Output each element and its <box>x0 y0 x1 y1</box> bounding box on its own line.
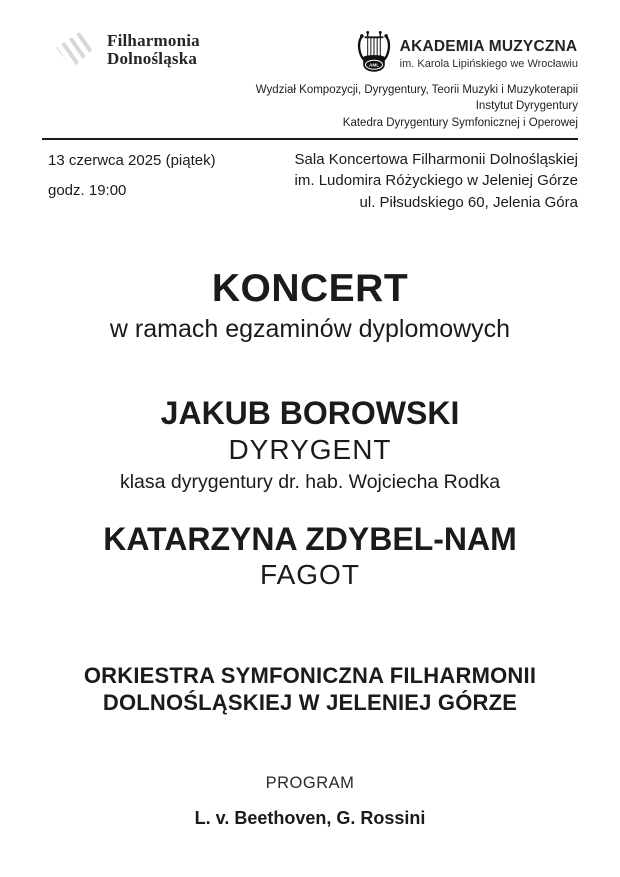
conductor-role: DYRYGENT <box>228 433 392 465</box>
program-composers: L. v. Beethoven, G. Rossini <box>194 808 426 829</box>
filharmonia-logo-line2: Dolnośląska <box>107 49 198 69</box>
concert-title: KONCERT <box>211 266 409 310</box>
event-date-block <box>48 149 216 203</box>
lyre-monogram-text: AML <box>368 62 379 68</box>
conductor-class-note: klasa dyrygentury dr. hab. Wojciecha Rodka <box>119 471 501 494</box>
conductor-name: JAKUB BOROWSKI <box>160 395 460 432</box>
venue-line-1: Sala Koncertowa Filharmonii Dolnośląskiej <box>294 150 578 168</box>
akademia-name: AKADEMIA MUZYCZNA <box>399 37 578 55</box>
performer-soloist <box>0 520 620 591</box>
program-body <box>0 266 620 830</box>
akademia-subtitle: im. Karola Lipińskiego we Wrocławiu <box>399 57 578 70</box>
venue-line-3: ul. Piłsudskiego 60, Jelenia Góra <box>359 193 578 211</box>
department-line-2: Instytut Dyrygentury <box>475 100 578 113</box>
filharmonia-stripes-icon <box>56 32 96 68</box>
soloist-role: FAGOT <box>260 559 360 591</box>
orchestra-name <box>0 663 620 717</box>
akademia-logo <box>356 30 578 77</box>
venue-line-2: im. Ludomira Różyckiego w Jeleniej Górze <box>294 172 578 190</box>
department-lines <box>42 82 578 131</box>
orchestra-line-1: ORKIESTRA SYMFONICZNA FILHARMONII <box>83 662 537 688</box>
department-line-3: Katedra Dyrygentury Symfonicznej i Operowej <box>342 116 578 129</box>
soloist-name: KATARZYNA ZDYBEL-NAM <box>103 520 517 557</box>
program-label: PROGRAM <box>265 774 355 793</box>
filharmonia-logo-line1: Filharmonia <box>107 31 200 50</box>
filharmonia-logo-text <box>107 32 200 69</box>
filharmonia-logo <box>56 32 200 69</box>
akademia-logo-text <box>400 38 578 70</box>
event-time: godz. 19:00 <box>48 182 127 200</box>
orchestra-line-2: DOLNOŚLĄSKIEJ W JELENIEJ GÓRZE <box>102 689 518 715</box>
concert-subtitle: w ramach egzaminów dyplomowych <box>109 314 511 343</box>
performer-conductor <box>0 397 620 493</box>
event-venue-block <box>295 149 578 213</box>
department-line-1: Wydział Kompozycji, Dyrygentury, Teorii Muzyki i Muzykoterapii <box>255 84 578 96</box>
page-header <box>0 0 620 131</box>
lyre-logo-icon <box>356 30 392 77</box>
event-info-row <box>0 140 620 213</box>
event-date: 13 czerwca 2025 (piątek) <box>48 151 216 169</box>
header-logos-row <box>42 30 578 77</box>
